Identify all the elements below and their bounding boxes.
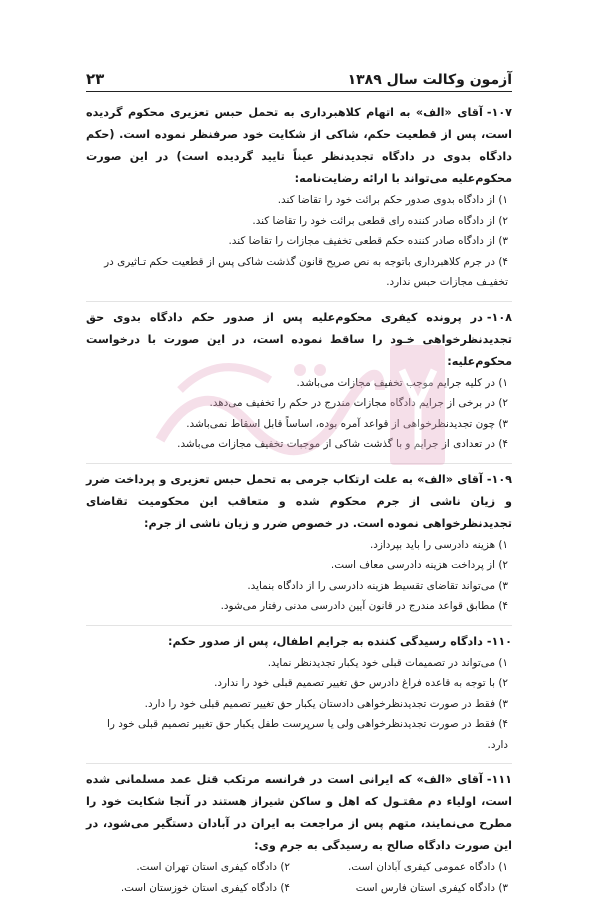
question-110 (86, 625, 512, 756)
option-3: ۳) دادگاه کیفری استان فارس است (355, 881, 508, 894)
question-stem (86, 469, 512, 535)
option-1: ۱) می‌تواند در تصمیمات قبلی خود یکبار تجدیدنظر نماید. (267, 656, 508, 669)
option-3: ۳) چون تجدیدنظرخواهی از قواعد آمره بوده، اساساً قابل اسقاط نمی‌باشد. (186, 417, 508, 430)
option-3: ۳) فقط در صورت تجدیدنظرخواهی دادستان یکبار حق تغییر تصمیم قبلی خود را دارد. (144, 697, 508, 710)
option-1: ۱) از دادگاه بدوی صدور حکم برائت خود را تقاضا کند. (277, 194, 508, 206)
question-number: ۱۰۷- (486, 106, 512, 119)
question-text: آقای «الف» که ایرانی است در فرانسه مرتکب قتل عمد مسلمانی شده است، اولیاء دم مقتـول که اهل و ساکن شیراز هستند در آنجا شکایت خود را مطرح می‌نمایند، متهم پس از مراجعت به ایران در آبادان دستگیر می‌شود، در این صورت دادگاه صالح به رسیدگی به جرم وی: (86, 773, 512, 852)
options-list (86, 373, 512, 455)
question-stem (86, 769, 512, 857)
option-4: ۴) مطابق قواعد مندرج در قانون آیین دادرسی مدنی رفتار می‌شود. (220, 600, 508, 612)
option-1: ۱) در کلیه جرایم موجب تخفیف مجازات می‌باشد. (296, 376, 508, 389)
question-108 (86, 301, 512, 455)
options-list (86, 857, 512, 898)
option-2: ۲) در برخی از جرایم دادگاه مجازات مندرج در حکم را تخفیف می‌دهد. (209, 397, 508, 409)
questions-container (86, 102, 512, 906)
question-107 (86, 102, 512, 293)
page-number: ۲۳ (86, 70, 105, 88)
option-3: ۳) می‌تواند تقاضای تقسیط هزینه دادرسی را از دادگاه بنماید. (247, 579, 508, 592)
question-number: ۱۱۰- (486, 634, 512, 648)
option-2: ۲) از پرداخت هزینه دادرسی معاف است. (330, 559, 508, 571)
option-2: ۲) دادگاه کیفری استان تهران است. (136, 861, 290, 873)
page-header (86, 64, 512, 92)
option-4: ۴) در تعدادی از جرایم و با گذشت شاکی از موجبات تخفیف مجازات می‌باشد. (177, 438, 508, 450)
question-number: ۱۱۱- (486, 773, 512, 786)
question-number: ۱۰۹- (486, 472, 512, 486)
question-text: آقای «الف» به اتهام کلاهبرداری به تحمل حبس تعزیری محکوم گردیده است، پس از قطعیت حکم، شاکی از شکایت خود صرفنظر نموده است. (حکم دادگاه بدوی در دادگاه تجدیدنظر عیناً تایید گردیده است) در این صورت محکوم‌علیه می‌تواند با ارائه رضایت‌نامه: (86, 106, 512, 185)
option-1: ۱) دادگاه عمومی کیفری آبادان است. (347, 861, 508, 873)
question-stem (86, 307, 512, 373)
option-1: ۱) هزینه دادرسی را باید بپردازد. (369, 538, 508, 551)
option-2: ۲) با توجه به قاعده فراغ دادرس حق تغییر تصمیم قبلی خود را ندارد. (214, 677, 508, 689)
question-111 (86, 763, 512, 898)
options-list (86, 653, 512, 756)
question-text: دادگاه رسیدگی کننده به جرایم اطفال، پس از صدور حکم: (167, 634, 483, 648)
page-title: آزمون وکالت سال ۱۳۸۹ (347, 72, 512, 88)
question-stem (86, 102, 512, 190)
question-stem (86, 631, 512, 653)
option-4: ۴) دادگاه کیفری استان خوزستان است. (120, 881, 290, 894)
question-text: در پرونده کیفری محکوم‌علیه پس از صدور حکم دادگاه بدوی حق تجدیدنظرخواهی خـود را ساقط نموده است، در این صورت با درخواست محکوم‌علیه: (86, 310, 512, 368)
options-list (86, 190, 512, 293)
option-3: ۳) از دادگاه صادر کننده حکم قطعی تخفیف مجازات را تقاضا کند. (228, 235, 508, 247)
option-4: ۴) فقط در صورت تجدیدنظرخواهی ولی یا سرپرست طفل یکبار حق تغییر تصمیم قبلی خود را دارد. (107, 718, 508, 751)
question-number: ۱۰۸- (486, 310, 512, 324)
question-109 (86, 463, 512, 617)
option-2: ۲) از دادگاه صادر کننده رای قطعی برائت خود را تقاضا کند. (252, 214, 508, 227)
option-4: ۴) در جرم کلاهبرداری باتوجه به نص صریح قانون گذشت شاکی پس از قطعیت حکم تـاثیری در تخفیـف مجازات حبس ندارد. (104, 255, 508, 288)
question-text: آقای «الف» به علت ارتکاب جرمی به تحمل حبس تعزیری و پرداخت ضرر و زیان ناشی از جرم محکوم شده و متعاقب این محکومیت تقاضای تجدیدنظرخواهی نموده است. در خصوص ضرر و زیان ناشی از جرم: (86, 472, 512, 530)
options-list (86, 535, 512, 617)
